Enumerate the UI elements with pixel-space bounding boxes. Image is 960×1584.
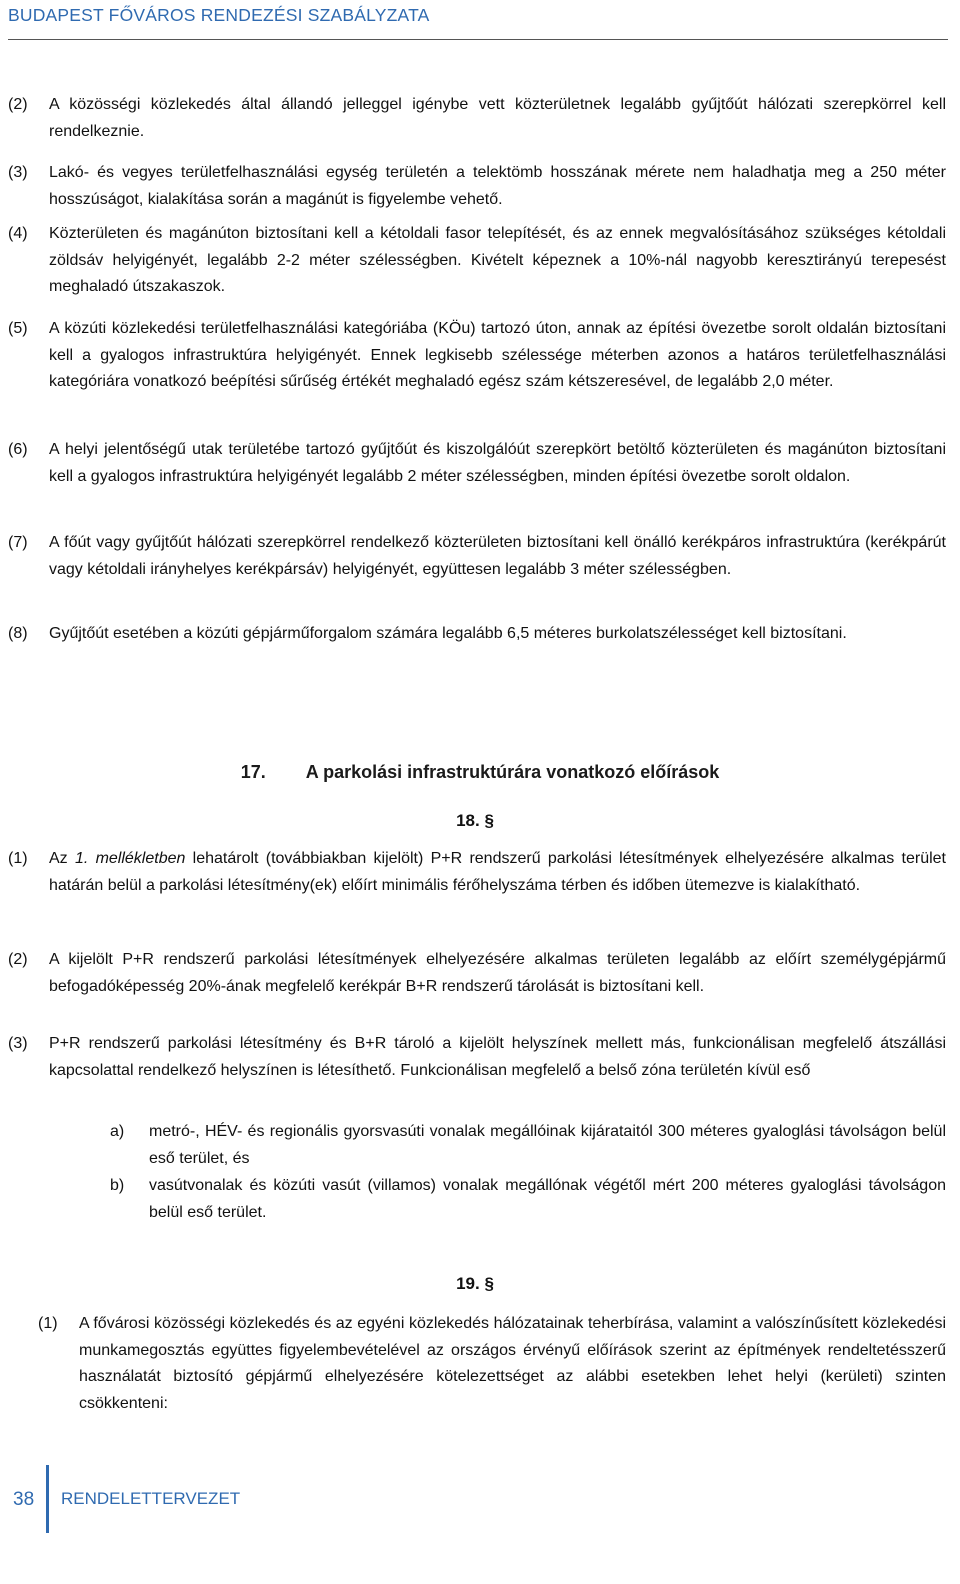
paragraph-number: (3) (8, 1035, 28, 1052)
page-header-title: BUDAPEST FŐVÁROS RENDEZÉSI SZABÁLYZATA (8, 5, 430, 25)
paragraph-number: (2) (8, 96, 28, 113)
footer-label: RENDELETTERVEZET (61, 1489, 241, 1508)
paragraph-mark-18: 18. § (456, 811, 494, 830)
paragraph-text: A közösségi közlekedés által állandó jelleggel igénybe vett közterületnek legalább gyűjtőút hálózati szerepkörrel kell rendelkeznie. (49, 96, 946, 140)
paragraph-text: Gyűjtőút esetében a közúti gépjárműforgalom számára legalább 6,5 méteres burkolatszélességet kell biztosítani. (49, 625, 847, 642)
paragraph-number: (4) (8, 225, 28, 242)
paragraph-text: Lakó- és vegyes területfelhasználási egység területén a telektömb hosszának mérete nem haladhatja meg a 250 méter hosszúságot, kialakítása során a magánút is figyelembe vehető. (49, 164, 946, 208)
annex-reference: 1. mellékletben (74, 850, 186, 867)
paragraph-text: A főút vagy gyűjtőút hálózati szerepkörrel rendelkező közterületen biztosítani kell önálló kerékpáros infrastruktúra (kerékpárút vagy kétoldali irányhelyes kerékpársáv) helyigényét, együttesen legalább 3 méter szélességben. (49, 534, 946, 578)
section-title: A parkolási infrastruktúrára vonatkozó előírások (305, 762, 720, 782)
paragraph-number: (7) (8, 534, 28, 551)
page-number: 38 (13, 1489, 35, 1510)
paragraph-4 (8, 221, 946, 301)
paragraph-18-2 (8, 947, 946, 1000)
paragraph-text: A kijelölt P+R rendszerű parkolási létesítmények elhelyezésére alkalmas területen legalább az előírt személygépjármű befogadóképesség 20%-ának megfelelő kerékpár B+R rendszerű tárolását is biztosítani kell. (49, 951, 946, 995)
paragraph-number: (8) (8, 625, 28, 642)
list-marker: a) (110, 1123, 125, 1140)
paragraph-5 (8, 316, 946, 396)
paragraph-18-1 (8, 846, 947, 899)
paragraph-number: (1) (8, 850, 28, 867)
section-number: 17. (240, 762, 266, 782)
list-text: metró-, HÉV- és regionális gyorsvasúti vonalak megállóinak kijárataitól 300 méteres gyaloglási távolságon belül eső terület, és (149, 1123, 946, 1167)
list-text: vasútvonalak és közúti vasút (villamos) vonalak megállónak végétől mért 200 méteres gyaloglási távolságon belül eső terület. (149, 1177, 946, 1221)
paragraph-3 (8, 160, 946, 213)
paragraph-number: (5) (8, 320, 28, 337)
paragraph-text: A fővárosi közösségi közlekedés és az egyéni közlekedés hálózatainak teherbírása, valamint a valószínűsített közlekedési munkamegosztás együttes figyelembevételével az országos érvényű előírások szerint az építmények rendeltetésszerű használatát biztosító gépjármű elhelyezésére kötelezettséget az alábbi esetekben lehet helyi (kerületi) szinten csökkenteni: (79, 1315, 946, 1412)
paragraph-mark-19: 19. § (456, 1274, 494, 1293)
list-marker: b) (110, 1177, 125, 1194)
paragraph-text-post: lehatárolt (továbbiakban kijelölt) P+R rendszerű parkolási létesítmények elhelyezésére alkalmas terület határán belül a parkolási létesítmény(ek) előírt minimális férőhelyszáma térben és időben ütemezve is kialakítható. (49, 850, 947, 894)
list-item-a (110, 1119, 946, 1172)
paragraph-8 (8, 621, 946, 648)
paragraph-text: A helyi jelentőségű utak területébe tartozó gyűjtőút és kiszolgálóút szerepkört betöltő közterületen és magánúton biztosítani kell a gyalogos infrastruktúra helyigényét legalább 2 méter szélességben, minden építési övezetbe sorolt oldalon. (49, 441, 946, 485)
paragraph-2 (8, 92, 946, 145)
paragraph-6 (8, 437, 946, 490)
header-divider (8, 39, 948, 40)
list-item-b (110, 1173, 946, 1226)
paragraph-number: (2) (8, 951, 28, 968)
paragraph-19-1 (38, 1311, 946, 1417)
paragraph-text: A közúti közlekedési területfelhasználási kategóriába (KÖu) tartozó úton, annak az építési övezetbe sorolt oldalán biztosítani kell a gyalogos infrastruktúra helyigényét. Ennek legkisebb szélessége méterben azonos a határos területfelhasználási kategóriára vonatkozó beépítési sűrűség értékét meghaladó egész szám kétszeresével, de legalább 2,0 méter. (49, 320, 946, 390)
paragraph-7 (8, 530, 946, 583)
paragraph-text: Közterületen és magánúton biztosítani kell a kétoldali fasor telepítését, és az ennek megvalósításához szükséges kétoldali zöldsáv helyigényét, legalább 2-2 méter szélességben. Kivételt képeznek a 10%-nál nagyobb keresztirányú terepesést meghaladó útszakaszok. (49, 225, 946, 295)
section-heading (0, 762, 960, 783)
paragraph-text: P+R rendszerű parkolási létesítmény és B+R tároló a kijelölt helyszínek mellett más, funkcionálisan megfelelő átszállási kapcsolattal rendelkező helyszínen is létesíthető. Funkcionálisan megfelelő a belső zóna területén kívül eső (49, 1035, 946, 1079)
paragraph-number: (3) (8, 164, 28, 181)
paragraph-number: (1) (38, 1315, 58, 1332)
paragraph-text-pre: Az (49, 850, 75, 867)
paragraph-number: (6) (8, 441, 28, 458)
paragraph-18-3 (8, 1031, 946, 1084)
footer-divider (46, 1465, 49, 1533)
